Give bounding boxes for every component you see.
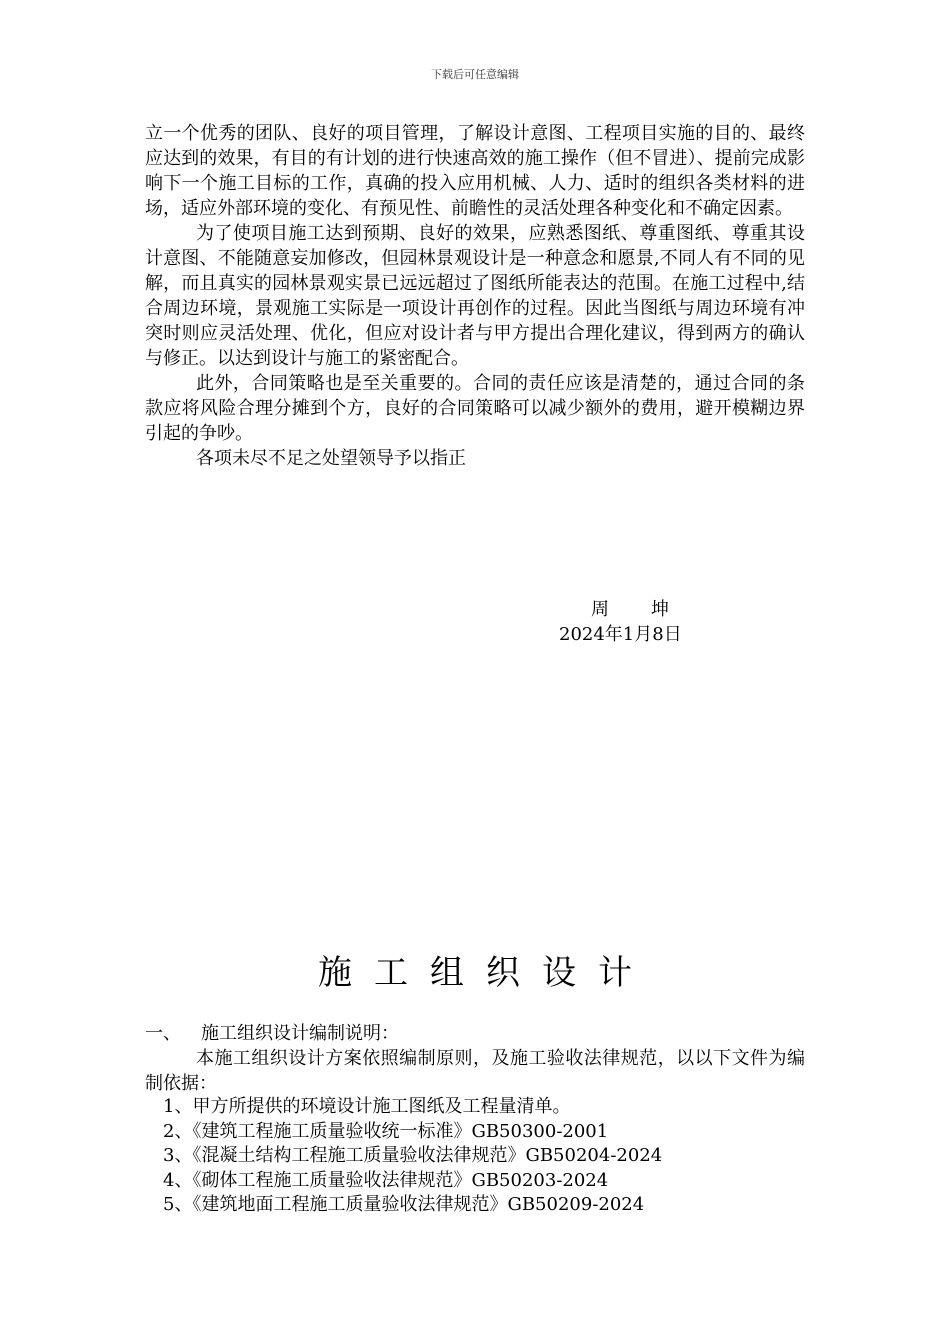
page-header-note: 下载后可任意编辑: [431, 68, 519, 81]
section-heading: [145, 1022, 399, 1046]
signature-name-part1: 周: [591, 599, 609, 620]
paragraph-3: 此外，合同策略也是至关重要的。合同的责任应该是清楚的，通过合同的条款应将风险合理分摊到个方，良好的合同策略可以减少额外的费用，避开模糊边界引起的争吵。: [145, 373, 805, 444]
list-item: 1、甲方所提供的环境设计施工图纸及工程量清单。: [163, 1096, 571, 1117]
list-item: 5、《建筑地面工程施工质量验收法律规范》GB50209-2024: [163, 1194, 645, 1216]
signature-date: 2024年1月8日: [559, 624, 682, 645]
signature-name-part2: 坤: [651, 599, 669, 620]
list-item: 4、《砌体工程施工质量验收法律规范》GB50203-2024: [163, 1169, 609, 1191]
list-item: 2、《建筑工程施工质量验收统一标准》GB50300-2001: [163, 1120, 609, 1142]
paragraph-2: 为了使项目施工达到预期、良好的效果，应熟悉图纸、尊重图纸、尊重其设计意图、不能随意妄加修改，但园林景观设计是一种意念和愿景,不同人有不同的见解，而且真实的园林景观实景已远远超过了图纸所能表达的范围。在施工过程中,结合周边环境，景观施工实际是一项设计再创作的过程。因此当图纸与周边环境有冲突时则应灵活处理、优化，但应对设计者与甲方提出合理化建议，得到两方的确认与修正。以达到设计与施工的紧密配合。: [145, 223, 805, 369]
paragraph-4: 各项未尽不足之处望领导予以指正: [196, 448, 466, 469]
basis-list: [163, 1095, 662, 1218]
section-body: [145, 1046, 805, 1096]
document-title: 施工组织设计: [318, 953, 654, 993]
section-number: 一、: [145, 1023, 181, 1044]
body-text: [145, 121, 805, 471]
section-heading-text: 施工组织设计编制说明：: [201, 1023, 399, 1044]
section-intro: 本施工组织设计方案依照编制原则，及施工验收法律规范，以以下文件为编制依据：: [145, 1048, 805, 1094]
signature-name: [591, 598, 669, 622]
list-item: 3、《混凝土结构工程施工质量验收法律规范》GB50204-2024: [163, 1145, 663, 1167]
paragraph-1: 立一个优秀的团队、良好的项目管理，了解设计意图、工程项目实施的目的、最终应达到的效果，有目的有计划的进行快速高效的施工操作（但不冒进）、提前完成影响下一个施工目标的工作，真确的投入应用机械、人力、适时的组织各类材料的进场，适应外部环境的变化、有预见性、前瞻性的灵活处理各种变化和不确定因素。: [145, 123, 805, 219]
